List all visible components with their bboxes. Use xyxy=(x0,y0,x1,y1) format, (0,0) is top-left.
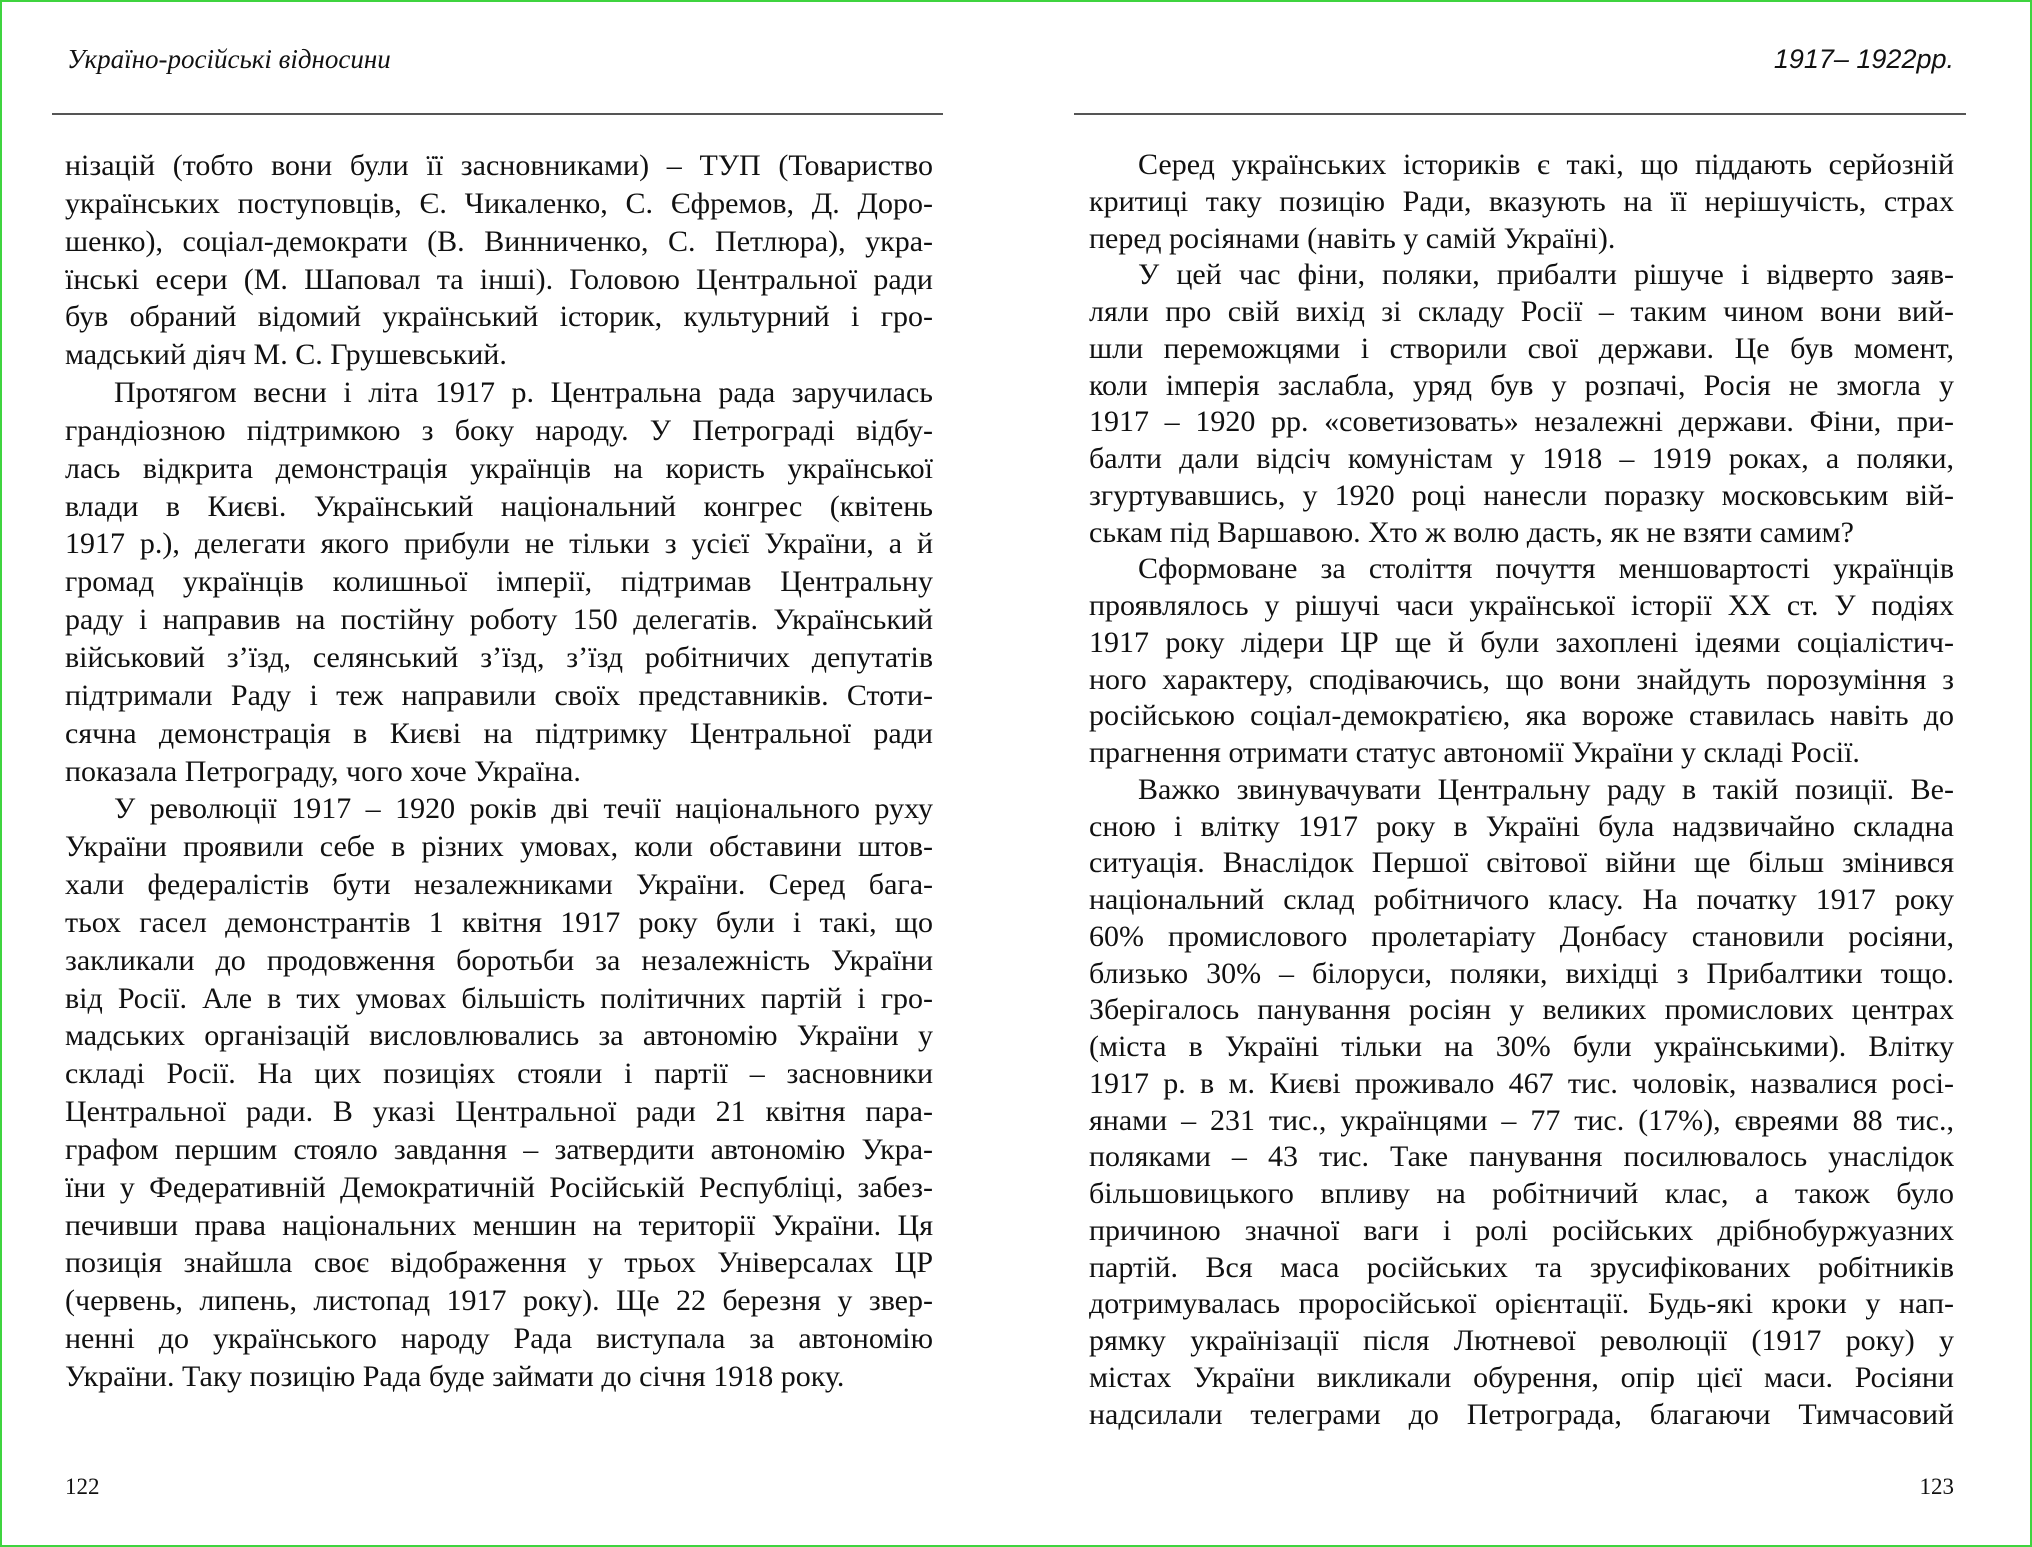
text-line: близько 30% – білоруси, поляки, вихідці з Прибалтики тощо. xyxy=(1089,956,1954,990)
text-line: влади в Києві. Український національний конгрес (квітень xyxy=(65,489,933,523)
text-line: 1917 – 1920 рр. «советизовать» незалежні держави. Фіни, при- xyxy=(1089,405,1954,439)
text-line: складі Росії. На цих позиціях стояли і партії – засновники xyxy=(65,1057,933,1091)
text-line: коли імперія заслабла, уряд був у розпачі, Росія не змогла у xyxy=(1089,368,1954,402)
text-line: України проявили себе в різних умовах, коли обставини штов- xyxy=(65,830,933,864)
text-line: перед росіянами (навіть у самій Україні). xyxy=(1089,221,1616,255)
text-line: містах України викликали обурення, опір цієї маси. Росіяни xyxy=(1089,1360,1954,1394)
text-line: критиці таку позицію Ради, вказують на її нерішучість, страх xyxy=(1089,184,1954,218)
running-head-right: 1917– 1922рр. xyxy=(1773,44,1954,74)
text-line: шенко), соціал-демократи (В. Винниченко, С. Петлюра), укра- xyxy=(65,224,933,258)
text-line: балти дали відсіч комуністам у 1918 – 1919 роках, а поляки, xyxy=(1089,442,1954,475)
text-line: показала Петрограду, чого хоче Україна. xyxy=(65,754,581,788)
text-line: нізацій (тобто вони були її засновниками) – ТУП (Товариство xyxy=(65,149,933,182)
page-number-left: 122 xyxy=(65,1474,100,1499)
left-page-body xyxy=(65,147,933,1396)
text-line: прагнення отримати статус автономії України у складі Росії. xyxy=(1089,736,1860,769)
text-line: У цей час фіни, поляки, прибалти рішуче і відверто заяв- xyxy=(1138,258,1954,292)
text-line: янами – 231 тис., українцями – 77 тис. (17%), євреями 88 тис., xyxy=(1089,1103,1954,1137)
text-line: Сформоване за століття почуття меншовартості українців xyxy=(1138,552,1954,586)
text-line: сячна демонстрація в Києві на підтримку Центральної ради xyxy=(65,716,933,750)
text-line: шли переможцями і створили свої держави. Це був момент, xyxy=(1089,331,1954,365)
text-line: закликали до продовження боротьби за незалежність України xyxy=(65,943,933,977)
text-line: 1917 р. в м. Києві проживало 467 тис. чоловік, назвалися росі- xyxy=(1089,1066,1954,1100)
text-line: дотримувалась проросійської орієнтації. Будь-які кроки у нап- xyxy=(1089,1287,1954,1321)
paragraph xyxy=(65,147,933,374)
paragraph xyxy=(1089,551,1954,772)
text-line: рямку українізації після Лютневої революції (1917 року) у xyxy=(1089,1324,1954,1357)
text-line: Важко звинувачувати Центральну раду в такій позиції. Ве- xyxy=(1138,772,1954,806)
paragraph xyxy=(65,790,933,1396)
text-line: надсилали телеграми до Петрограда, благаючи Тимчасовий xyxy=(1089,1397,1954,1431)
text-line: графом першим стояло завдання – затвердити автономію Укра- xyxy=(65,1132,933,1166)
paragraph xyxy=(65,374,933,790)
paragraph xyxy=(1089,772,1954,1434)
text-line: військовий з’їзд, селянський з’їзд, з’їзд робітничих депутатів xyxy=(65,640,933,674)
text-line: У революції 1917 – 1920 років дві течії національного руху xyxy=(114,792,933,826)
text-line: Зберігалось панування росіян у великих промислових центрах xyxy=(1089,993,1954,1027)
text-line: російською соціал-демократією, яка вороже ставилась навіть до xyxy=(1089,699,1954,733)
text-line: був обраний відомий український історик, культурний і гро- xyxy=(65,300,933,334)
text-line: 1917 р.), делегати якого прибули не тільки з усієї України, а й xyxy=(65,527,933,561)
header-rule-left xyxy=(52,113,943,115)
text-line: причиною значної ваги і ролі російських дрібнобуржуазних xyxy=(1089,1213,1954,1247)
text-line: мадський діяч М. С. Грушевський. xyxy=(65,338,507,372)
paragraph xyxy=(1089,147,1954,257)
text-line: (червень, липень, листопад 1917 року). Ще 22 березня у звер- xyxy=(65,1284,933,1318)
text-line: від Росії. Але в тих умовах більшість політичних партій і гро- xyxy=(65,981,933,1015)
text-line: 60% промислового пролетаріату Донбасу становили росіяни, xyxy=(1089,919,1954,953)
text-line: ненні до українського народу Рада виступала за автономію xyxy=(65,1322,933,1356)
text-line: партій. Вся маса російських та зрусифікованих робітників xyxy=(1089,1250,1954,1284)
text-line: печивши права національних меншин на території України. Ця xyxy=(65,1208,933,1242)
text-line: проявлялось у рішучі часи української історії XX ст. У подіях xyxy=(1089,589,1954,622)
text-line: хали федералістів бути незалежниками України. Серед бага- xyxy=(65,868,933,902)
text-line: ного характеру, сподіваючись, що вони знайдуть порозуміння з xyxy=(1089,662,1954,696)
text-line: позиція знайшла своє відображення у трьох Універсалах ЦР xyxy=(65,1246,933,1280)
running-head-left: Україно-російські відносини xyxy=(67,44,391,74)
text-line: їни у Федеративній Демократичній Російській Республіці, забез- xyxy=(65,1170,933,1204)
header-rule-right xyxy=(1074,113,1966,115)
text-line: ськам під Варшавою. Хто ж волю дасть, як не взяти самим? xyxy=(1089,515,1854,549)
text-line: Центральної ради. В указі Центральної ради 21 квітня пара- xyxy=(65,1095,933,1129)
text-line: Серед українських істориків є такі, що піддають серйозній xyxy=(1138,148,1954,181)
text-line: раду і направив на постійну роботу 150 делегатів. Український xyxy=(65,603,933,637)
text-line: (міста в Україні тільки на 30% були українськими). Влітку xyxy=(1089,1030,1954,1063)
text-line: більшовицького впливу на робітничий клас, а також було xyxy=(1089,1177,1954,1210)
text-line: згуртувавшись, у 1920 році нанесли поразку московським вій- xyxy=(1089,478,1954,512)
text-line: національний склад робітничого класу. На початку 1917 року xyxy=(1089,883,1954,916)
text-line: 1917 року лідери ЦР ще й були захоплені ідеями соціалістич- xyxy=(1089,625,1954,659)
right-page-body xyxy=(1089,147,1954,1433)
paragraph xyxy=(1089,257,1954,551)
text-line: громад українців колишньої імперії, підтримав Центральну xyxy=(65,565,933,599)
text-line: тьох гасел демонстрантів 1 квітня 1917 року були і такі, що xyxy=(65,905,933,939)
text-line: грандіозною підтримкою з боку народу. У Петрограді відбу- xyxy=(65,413,933,447)
text-line: лась відкрита демонстрація українців на користь української xyxy=(65,451,933,485)
text-line: мадських організацій висловлювались за автономію України у xyxy=(65,1019,933,1053)
text-line: підтримали Раду і теж направили своїх представників. Стоти- xyxy=(65,678,933,712)
text-line: України. Таку позицію Рада буде займати до січня 1918 року. xyxy=(65,1360,845,1393)
text-line: поляками – 43 тис. Таке панування посилювалось унаслідок xyxy=(1089,1140,1954,1174)
text-line: ситуація. Внаслідок Першої світової війни ще більш змінився xyxy=(1089,846,1954,880)
text-line: українських поступовців, Є. Чикаленко, С. Єфремов, Д. Доро- xyxy=(65,186,933,220)
text-line: Протягом весни і літа 1917 р. Центральна рада заручилась xyxy=(114,376,933,410)
text-line: ляли про свій вихід зі складу Росії – таким чином вони вий- xyxy=(1089,295,1954,328)
page-number-right: 123 xyxy=(1919,1474,1954,1499)
text-line: сною і влітку 1917 року в Україні була надзвичайно складна xyxy=(1089,809,1954,843)
text-line: їнські есери (М. Шаповал та інші). Головою Центральної ради xyxy=(65,262,933,296)
